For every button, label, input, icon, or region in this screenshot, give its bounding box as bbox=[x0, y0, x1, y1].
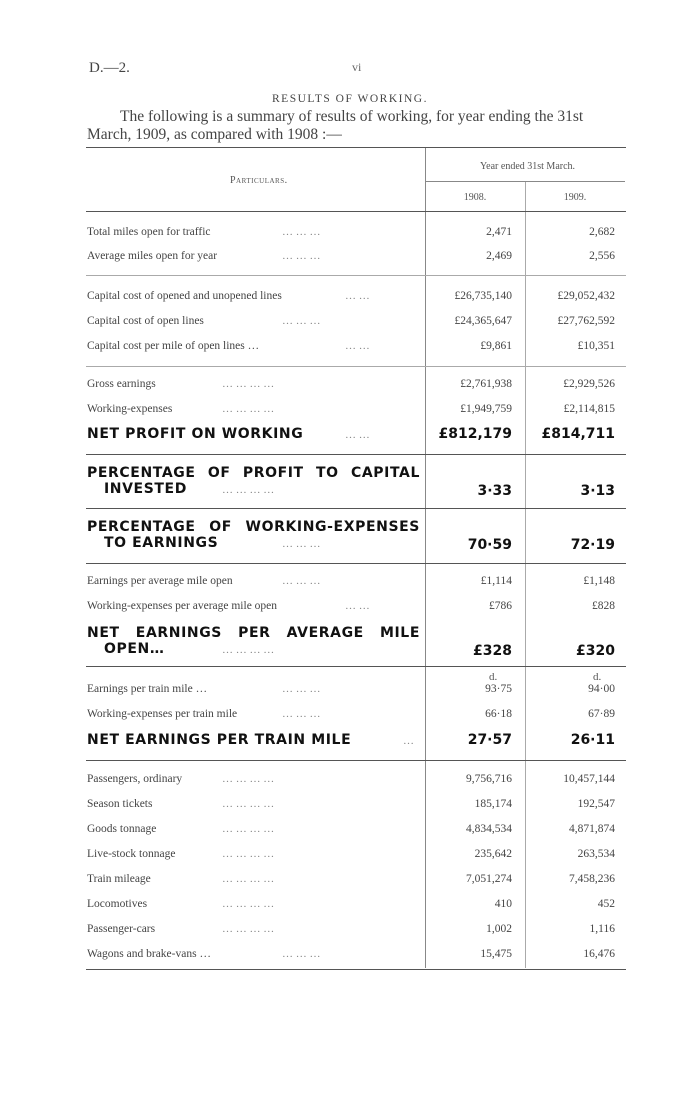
value-1909: 452 bbox=[597, 898, 615, 910]
leader-dots: … … bbox=[345, 290, 370, 302]
row-label: Capital cost of open lines bbox=[87, 315, 204, 327]
value-1908: 9,756,716 bbox=[466, 773, 512, 785]
value-1909: 10,457,144 bbox=[563, 773, 615, 785]
row-label-line-1: PERCENTAGE OF WORKING-EXPENSES bbox=[87, 519, 420, 535]
section-title: RESULTS OF WORKING. bbox=[272, 93, 428, 105]
table-row-net-per-mile bbox=[87, 625, 627, 665]
value-1909: 94·00 bbox=[588, 683, 615, 695]
value-1908: 70·59 bbox=[467, 537, 512, 553]
unit-pence-1908: d. bbox=[489, 671, 498, 683]
table-row-pct-expenses bbox=[87, 519, 627, 559]
row-label: Goods tonnage bbox=[87, 823, 157, 835]
value-1908: 2,471 bbox=[486, 226, 512, 238]
table-row-expenses-per-train-mile bbox=[87, 708, 627, 728]
leader-dots: … … … bbox=[282, 226, 321, 238]
leader-dots: … … bbox=[345, 600, 370, 612]
group-rule bbox=[86, 760, 626, 761]
value-1909: £814,711 bbox=[541, 426, 615, 442]
value-1908: 2,469 bbox=[486, 250, 512, 262]
value-1909: 1,116 bbox=[589, 923, 615, 935]
value-1908: £328 bbox=[473, 643, 512, 659]
value-1908: 185,174 bbox=[474, 798, 512, 810]
row-label: Train mileage bbox=[87, 873, 151, 885]
leader-dots: … … … … bbox=[222, 898, 275, 910]
leader-dots: … … … bbox=[282, 575, 321, 587]
table-row-average-miles bbox=[87, 250, 627, 270]
value-1909: 7,458,236 bbox=[569, 873, 615, 885]
value-1909: £320 bbox=[576, 643, 615, 659]
value-1908: 7,051,274 bbox=[466, 873, 512, 885]
group-rule bbox=[86, 454, 626, 455]
table-row-net-profit bbox=[87, 426, 627, 446]
value-1909: £1,148 bbox=[583, 575, 615, 587]
value-1908: 66·18 bbox=[485, 708, 512, 720]
intro-paragraph bbox=[87, 108, 647, 144]
row-label-line-1: PERCENTAGE OF PROFIT TO CAPITAL bbox=[87, 465, 420, 481]
row-label-line-1: NET EARNINGS PER AVERAGE MILE bbox=[87, 625, 420, 641]
column-header-1909: 1909. bbox=[563, 192, 587, 203]
value-1909: £2,929,526 bbox=[563, 378, 615, 390]
value-1909: 192,547 bbox=[577, 798, 615, 810]
group-rule bbox=[86, 563, 626, 564]
table-row-train-mileage bbox=[87, 873, 627, 893]
value-1909: 16,476 bbox=[583, 948, 615, 960]
table-row-goods-tonnage bbox=[87, 823, 627, 843]
row-label: Wagons and brake-vans … bbox=[87, 948, 211, 960]
leader-dots: … … … … bbox=[222, 798, 275, 810]
value-1909: 2,556 bbox=[589, 250, 615, 262]
value-1908: £812,179 bbox=[438, 426, 512, 442]
row-label: Capital cost per mile of open lines … bbox=[87, 340, 260, 352]
table-row-capital-open bbox=[87, 315, 627, 335]
row-label-line-2: TO EARNINGS bbox=[104, 535, 219, 551]
value-1909: £828 bbox=[592, 600, 615, 612]
row-label: Average miles open for year bbox=[87, 250, 218, 262]
row-label: Working-expenses bbox=[87, 403, 173, 415]
leader-dots: … … … bbox=[282, 315, 321, 327]
value-1909: 26·11 bbox=[570, 732, 615, 748]
table-row-earnings-per-train-mile bbox=[87, 683, 627, 703]
value-1909: 3·13 bbox=[580, 483, 615, 499]
row-label: Working-expenses per average mile open bbox=[87, 600, 278, 612]
leader-dots: … … … … bbox=[222, 923, 275, 935]
table-row-capital-per-mile bbox=[87, 340, 627, 360]
table-row-season-tickets bbox=[87, 798, 627, 818]
row-label: Capital cost of opened and unopened lines bbox=[87, 290, 282, 302]
row-label: Earnings per train mile … bbox=[87, 683, 208, 695]
group-rule bbox=[86, 366, 626, 367]
value-1908: 410 bbox=[494, 898, 512, 910]
leader-dots: … … … … bbox=[222, 848, 275, 860]
value-1909: 67·89 bbox=[588, 708, 615, 720]
header-bottom-rule bbox=[86, 211, 626, 212]
table-row-gross-earnings bbox=[87, 378, 627, 398]
row-label-line-2: INVESTED bbox=[104, 481, 187, 497]
year-header-rule bbox=[425, 181, 625, 182]
value-1909: £10,351 bbox=[577, 340, 615, 352]
leader-dots: … … … … bbox=[222, 378, 275, 390]
leader-dots: … … … … bbox=[222, 873, 275, 885]
row-label: Passenger-cars bbox=[87, 923, 156, 935]
row-label: NET PROFIT ON WORKING bbox=[87, 426, 304, 442]
value-1909: 72·19 bbox=[570, 537, 615, 553]
value-1908: £9,861 bbox=[480, 340, 512, 352]
table-row-earnings-per-mile bbox=[87, 575, 627, 595]
table-row-net-per-train-mile bbox=[87, 732, 627, 752]
row-label: Earnings per average mile open bbox=[87, 575, 233, 587]
leader-dots: … bbox=[403, 735, 414, 747]
value-1908: 3·33 bbox=[477, 483, 512, 499]
table-row-expenses-per-mile bbox=[87, 600, 627, 620]
row-label: Working-expenses per train mile bbox=[87, 708, 238, 720]
year-ended-header: Year ended 31st March. bbox=[479, 161, 576, 172]
row-label-line-2: OPEN… bbox=[104, 641, 165, 657]
leader-dots: … … … … bbox=[222, 773, 275, 785]
unit-pence-1909: d. bbox=[593, 671, 602, 683]
value-1909: 2,682 bbox=[589, 226, 615, 238]
value-1908: £2,761,938 bbox=[460, 378, 512, 390]
value-1908: 27·57 bbox=[467, 732, 512, 748]
value-1908: £1,114 bbox=[480, 575, 512, 587]
table-row-pct-profit bbox=[87, 465, 627, 505]
table-row-locomotives bbox=[87, 898, 627, 918]
leader-dots: … … … bbox=[282, 250, 321, 262]
table-row-passengers bbox=[87, 773, 627, 793]
leader-dots: … … … bbox=[282, 948, 321, 960]
particulars-header: Particulars. bbox=[230, 175, 288, 186]
leader-dots: … … … bbox=[282, 683, 321, 695]
leader-dots: … … bbox=[345, 429, 370, 441]
leader-dots: … … … … bbox=[222, 644, 275, 656]
group-rule bbox=[86, 275, 626, 276]
value-1908: 1,002 bbox=[486, 923, 512, 935]
value-1908: 93·75 bbox=[485, 683, 512, 695]
table-row-total-miles bbox=[87, 226, 627, 246]
group-rule bbox=[86, 666, 626, 667]
value-1909: £27,762,592 bbox=[557, 315, 615, 327]
value-1909: £2,114,815 bbox=[563, 403, 615, 415]
leader-dots: … … … … bbox=[222, 823, 275, 835]
leader-dots: … … … bbox=[282, 708, 321, 720]
row-label: Passengers, ordinary bbox=[87, 773, 183, 785]
row-label: Live-stock tonnage bbox=[87, 848, 176, 860]
value-1908: £1,949,759 bbox=[460, 403, 512, 415]
page-number: vi bbox=[352, 60, 362, 74]
leader-dots: … … … … bbox=[222, 484, 275, 496]
row-label: Season tickets bbox=[87, 798, 153, 810]
table-top-rule bbox=[86, 147, 626, 148]
row-label: Gross earnings bbox=[87, 378, 156, 390]
document-reference: D.—2. bbox=[89, 60, 130, 76]
row-label: Locomotives bbox=[87, 898, 148, 910]
value-1908: £786 bbox=[489, 600, 512, 612]
value-1909: 4,871,874 bbox=[569, 823, 615, 835]
leader-dots: … … … … bbox=[222, 403, 275, 415]
value-1908: 15,475 bbox=[480, 948, 512, 960]
leader-dots: … … bbox=[345, 340, 370, 352]
row-label: Total miles open for traffic bbox=[87, 226, 211, 238]
value-1908: 235,642 bbox=[474, 848, 512, 860]
table-row-working-expenses bbox=[87, 403, 627, 423]
table-bottom-rule bbox=[86, 969, 626, 970]
table-row-livestock-tonnage bbox=[87, 848, 627, 868]
intro-line-2: March, 1909, as compared with 1908 :— bbox=[87, 126, 342, 143]
row-label: NET EARNINGS PER TRAIN MILE bbox=[87, 732, 352, 748]
group-rule bbox=[86, 508, 626, 509]
value-1908: 4,834,534 bbox=[466, 823, 512, 835]
value-1909: £29,052,432 bbox=[557, 290, 615, 302]
table-row-capital-opened-unopened bbox=[87, 290, 627, 310]
table-row-wagons bbox=[87, 948, 627, 968]
value-1908: £24,365,647 bbox=[454, 315, 512, 327]
value-1908: £26,735,140 bbox=[454, 290, 512, 302]
leader-dots: … … … bbox=[282, 538, 321, 550]
intro-line-1: The following is a summary of results of working, for year ending the 31st bbox=[120, 108, 584, 125]
table-row-passenger-cars bbox=[87, 923, 627, 943]
value-1909: 263,534 bbox=[577, 848, 615, 860]
column-header-1908: 1908. bbox=[463, 192, 487, 203]
